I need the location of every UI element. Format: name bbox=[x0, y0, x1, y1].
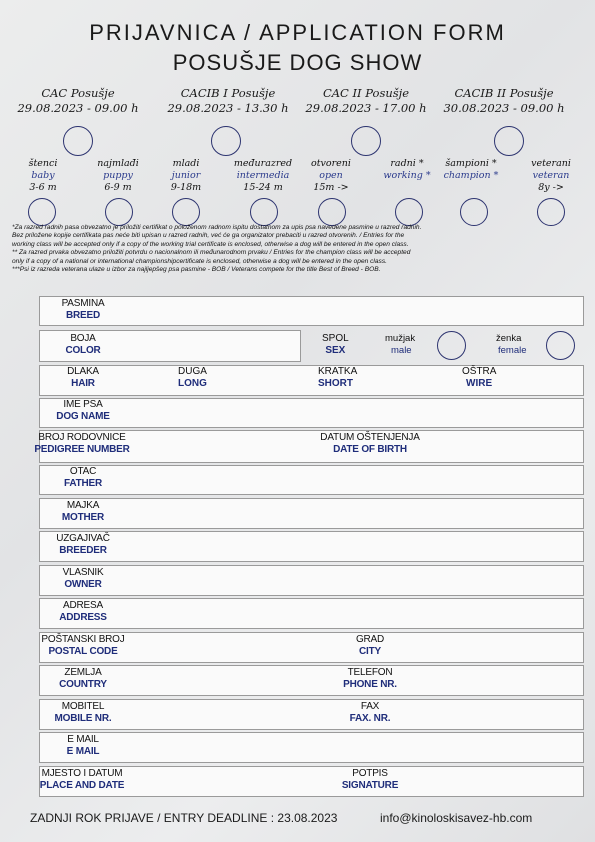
label-en: FAX. NR. bbox=[349, 713, 391, 724]
class-open-checkbox[interactable] bbox=[318, 198, 346, 226]
label-local: IME PSA bbox=[63, 399, 103, 410]
label-en: SHORT bbox=[318, 378, 353, 389]
class-age: 3-6 m bbox=[29, 182, 57, 193]
mother-label bbox=[42, 500, 124, 524]
show-name: CACIB I Posušje bbox=[180, 86, 276, 100]
label-en: BREEDER bbox=[59, 545, 107, 556]
postal-label bbox=[30, 634, 136, 658]
class-local: najmlađi bbox=[97, 158, 139, 169]
label-en: BREED bbox=[65, 310, 100, 321]
label-local: ženka bbox=[496, 333, 522, 344]
show-cac-checkbox[interactable] bbox=[63, 126, 93, 156]
label-local: BROJ RODOVNICE bbox=[38, 432, 126, 443]
show-name: CAC II Posušje bbox=[322, 86, 410, 100]
label-local: FAX bbox=[360, 701, 380, 712]
city-label bbox=[332, 634, 408, 658]
class-en: open bbox=[319, 170, 343, 181]
label-en: ADDRESS bbox=[59, 612, 107, 623]
label-en: SEX bbox=[325, 345, 346, 356]
class-en: working * bbox=[383, 170, 431, 181]
show-date: 29.08.2023 - 17.00 h bbox=[305, 101, 427, 115]
label-en: FATHER bbox=[63, 478, 103, 489]
label-local: GRAD bbox=[355, 634, 385, 645]
label-local: OŠTRA bbox=[462, 366, 497, 377]
label-en: MOBILE NR. bbox=[54, 713, 112, 724]
class-baby-checkbox[interactable] bbox=[28, 198, 56, 226]
note-line: ***Psi iz razreda veterana ulaze u izbor za najljepšeg psa pasmine - BOB / Veterans compete for the title Best of Breed - BOB. bbox=[12, 266, 381, 274]
label-en: E MAIL bbox=[66, 746, 100, 757]
country-label bbox=[42, 667, 124, 691]
contact-email[interactable]: info@kinoloskisavez-hb.com bbox=[380, 811, 533, 825]
label-en: MOTHER bbox=[61, 512, 105, 523]
note-line: ** Za razred prvaka obvezatno priložiti potvrdu o nacionalnom ili međunarodnom prvaku / Entries for the champion class will be accepted bbox=[12, 249, 411, 257]
label-en: COLOR bbox=[65, 345, 101, 356]
label-en: DOG NAME bbox=[56, 411, 110, 422]
father-label bbox=[42, 466, 124, 490]
class-local: veterani bbox=[531, 158, 571, 169]
show-cac-2 bbox=[296, 86, 436, 116]
class-en: baby bbox=[31, 170, 55, 181]
class-en: junior bbox=[171, 170, 201, 181]
class-puppy-checkbox[interactable] bbox=[105, 198, 133, 226]
class-age: 8y -> bbox=[538, 182, 564, 193]
male-label bbox=[385, 333, 415, 357]
show-date: 29.08.2023 - 09.00 h bbox=[17, 101, 139, 115]
male-checkbox[interactable] bbox=[437, 331, 466, 360]
form-title: PRIJAVNICA / APPLICATION FORM bbox=[89, 20, 506, 45]
color-label bbox=[42, 333, 124, 357]
note-line: working class will be accepted only if a copy of the working trial certificate is enclosed, otherwise a dog will be entered in the open class. bbox=[12, 240, 409, 248]
label-local: SPOL bbox=[322, 333, 349, 344]
show-date: 30.08.2023 - 09.00 h bbox=[443, 101, 565, 115]
label-local: DUGA bbox=[178, 366, 207, 377]
show-cacib-2-checkbox[interactable] bbox=[494, 126, 524, 156]
signature-label bbox=[332, 768, 408, 792]
class-working-checkbox[interactable] bbox=[395, 198, 423, 226]
label-local: PASMINA bbox=[61, 298, 105, 309]
note-line: only if a copy of a national or international championshipcertificate is enclosed, otherwise a dog will be entered in the open class. bbox=[12, 257, 387, 265]
hair-label bbox=[42, 366, 124, 390]
dog-name-label bbox=[42, 399, 124, 423]
label-local: MJESTO I DATUM bbox=[41, 768, 123, 779]
label-en: PLACE AND DATE bbox=[39, 780, 125, 791]
label-en: CITY bbox=[359, 646, 381, 657]
class-junior-checkbox[interactable] bbox=[172, 198, 200, 226]
show-cac bbox=[8, 86, 148, 116]
label-en: HAIR bbox=[71, 378, 95, 389]
address-label bbox=[42, 600, 124, 624]
label-en: WIRE bbox=[466, 378, 493, 389]
label-en: PHONE NR. bbox=[343, 679, 397, 690]
label-en: male bbox=[391, 345, 412, 356]
label-local: TELEFON bbox=[347, 667, 393, 678]
show-cacib-1 bbox=[158, 86, 298, 116]
label-local: OTAC bbox=[69, 466, 97, 477]
label-local: ZEMLJA bbox=[64, 667, 102, 678]
label-local: mužjak bbox=[385, 333, 416, 344]
class-notes bbox=[12, 224, 587, 274]
class-intermedia-checkbox[interactable] bbox=[250, 198, 278, 226]
label-local: POŠTANSKI BROJ bbox=[41, 634, 125, 645]
female-label bbox=[496, 333, 527, 357]
email-label bbox=[42, 734, 124, 758]
label-local: E MAIL bbox=[67, 734, 99, 745]
label-local: BOJA bbox=[70, 333, 96, 344]
label-local: VLASNIK bbox=[62, 567, 104, 578]
place-date-label bbox=[32, 768, 132, 792]
label-local: MAJKA bbox=[66, 500, 100, 511]
class-champion-checkbox[interactable] bbox=[460, 198, 488, 226]
label-en: SIGNATURE bbox=[341, 780, 399, 791]
breeder-label bbox=[42, 533, 124, 557]
label-en: female bbox=[498, 345, 527, 356]
show-name: CACIB II Posušje bbox=[454, 86, 554, 100]
show-cacib-1-checkbox[interactable] bbox=[211, 126, 241, 156]
class-age: 6-9 m bbox=[104, 182, 132, 193]
show-cac-2-checkbox[interactable] bbox=[351, 126, 381, 156]
class-en: intermedia bbox=[236, 170, 290, 181]
class-local: otvoreni bbox=[311, 158, 351, 169]
label-local: KRATKA bbox=[318, 366, 358, 377]
label-local: DLAKA bbox=[67, 366, 99, 377]
class-age: 15m -> bbox=[313, 182, 349, 193]
note-line: Bez priložene kopije certifikata pas neće biti upisan u razred radnih, već će ga organizator prebaciti u razred otvorenih. / Entries for the bbox=[12, 232, 405, 240]
label-en: COUNTRY bbox=[59, 679, 107, 690]
class-veteran-checkbox[interactable] bbox=[537, 198, 565, 226]
entry-deadline: ZADNJI ROK PRIJAVE / ENTRY DEADLINE : 23.08.2023 bbox=[30, 811, 338, 825]
label-en: OWNER bbox=[64, 579, 102, 590]
wire-option[interactable] bbox=[462, 366, 496, 390]
class-age: 15-24 m bbox=[243, 182, 283, 193]
class-en: champion * bbox=[443, 170, 499, 181]
breed-label bbox=[42, 298, 124, 322]
female-checkbox[interactable] bbox=[546, 331, 575, 360]
class-local: mladi bbox=[172, 158, 200, 169]
class-local: međurazred bbox=[233, 158, 293, 169]
show-date: 29.08.2023 - 13.30 h bbox=[167, 101, 289, 115]
form-subtitle: POSUŠJE DOG SHOW bbox=[172, 50, 423, 75]
label-en: PEDIGREE NUMBER bbox=[34, 444, 130, 455]
class-local: radni * bbox=[390, 158, 424, 169]
sex-label bbox=[322, 333, 349, 357]
show-cacib-2 bbox=[434, 86, 574, 116]
label-local: DATUM OŠTENJENJA bbox=[320, 432, 420, 443]
label-local: UZGAJIVAČ bbox=[56, 533, 110, 544]
phone-label bbox=[332, 667, 408, 691]
owner-label bbox=[42, 567, 124, 591]
label-local: ADRESA bbox=[63, 600, 103, 611]
class-local: štenci bbox=[28, 158, 58, 169]
short-option[interactable] bbox=[318, 366, 357, 390]
class-en: puppy bbox=[103, 170, 133, 181]
class-age: 9-18m bbox=[170, 182, 202, 193]
label-local: POTPIS bbox=[352, 768, 388, 779]
long-option[interactable] bbox=[178, 366, 207, 390]
label-en: DATE OF BIRTH bbox=[333, 444, 407, 455]
class-local: šampioni * bbox=[445, 158, 497, 169]
label-en: LONG bbox=[178, 378, 207, 389]
label-en: POSTAL CODE bbox=[48, 646, 118, 657]
mobile-label bbox=[42, 701, 124, 725]
birth-label bbox=[312, 432, 428, 456]
class-veteran bbox=[506, 158, 595, 194]
pedigree-label bbox=[30, 432, 134, 456]
show-name: CAC Posušje bbox=[41, 86, 115, 100]
fax-label bbox=[332, 701, 408, 725]
note-line: *Za razred radnih pasa obvezatno je priložiti certifikat o položenom radnom ispitu dostatnom za upis psa navedene pasmine u razred radnih. bbox=[12, 224, 422, 231]
label-local: MOBITEL bbox=[61, 701, 105, 712]
class-champion bbox=[426, 158, 516, 182]
class-en: veteran bbox=[532, 170, 570, 181]
